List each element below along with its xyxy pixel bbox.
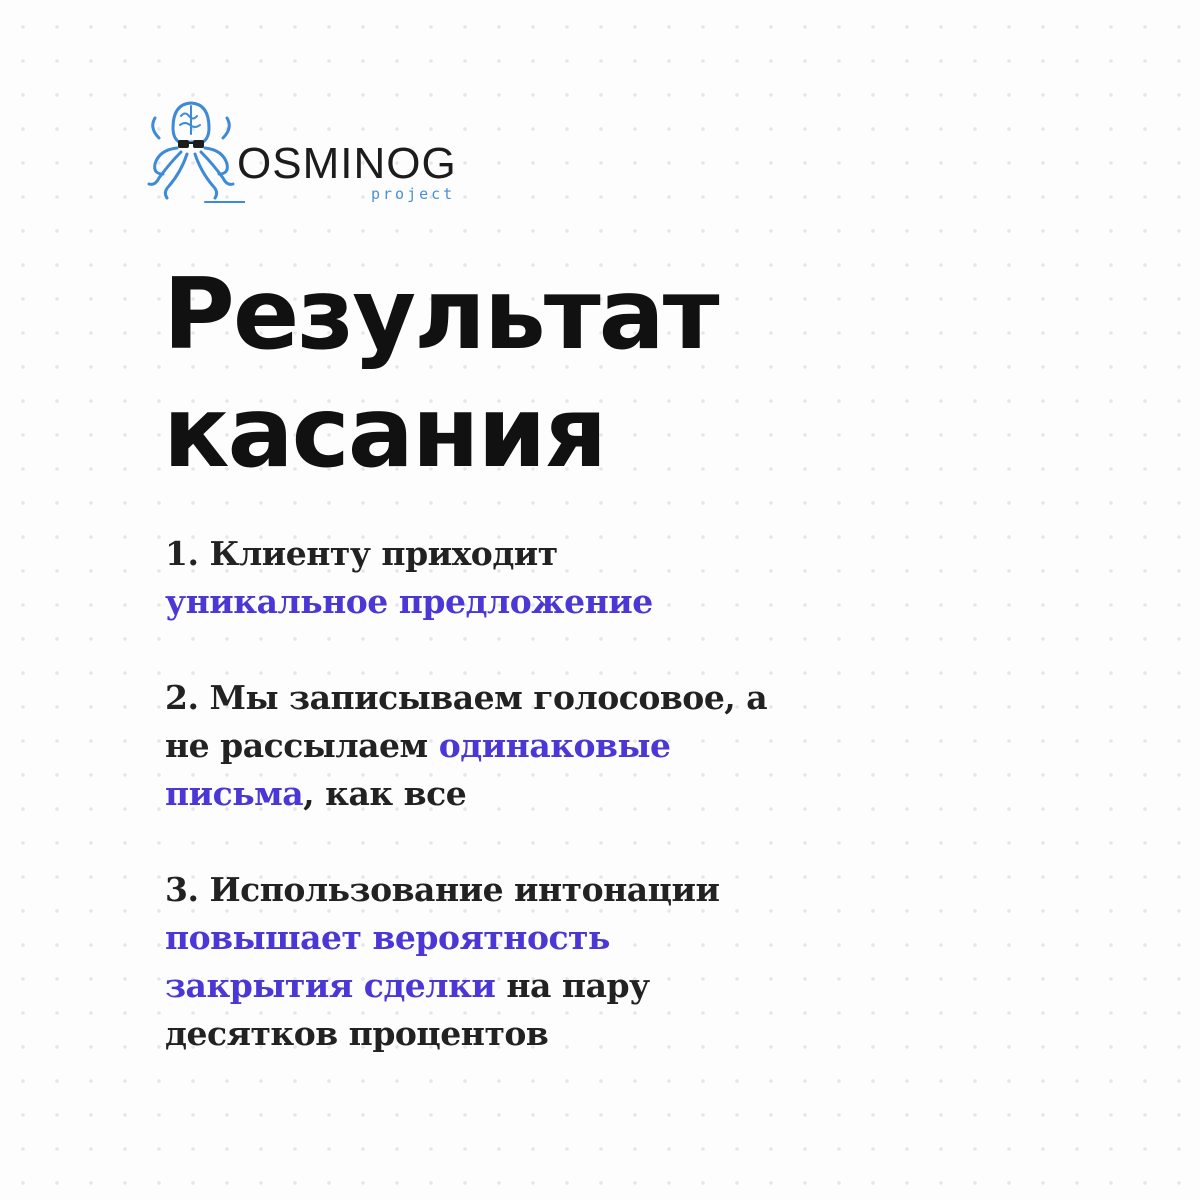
item-text: десятков процентов: [165, 1014, 549, 1053]
brand-logo: [145, 98, 475, 210]
logo-subtitle: project: [371, 185, 456, 203]
item-highlight: одинаковые: [438, 726, 671, 765]
item-highlight: письма: [165, 774, 304, 813]
page-title: [163, 256, 718, 492]
item-text: не рассылаем: [165, 726, 428, 765]
item-text: на пару: [506, 966, 650, 1005]
list-item-1: [165, 530, 805, 626]
item-number: 2.: [165, 678, 199, 717]
title-line-2: касания: [163, 376, 606, 490]
octopus-icon: [145, 98, 245, 210]
title-line-1: Результат: [163, 258, 718, 372]
logo-brand-name: OSMINOG: [237, 139, 457, 188]
item-highlight: закрытия сделки: [165, 966, 496, 1005]
item-highlight: повышает вероятность: [165, 918, 610, 957]
item-number: 1.: [165, 534, 199, 573]
item-number: 3.: [165, 870, 199, 909]
item-text: Мы записываем голосовое, а: [209, 678, 768, 717]
item-highlight: уникальное предложение: [165, 582, 653, 621]
item-text: Использование интонации: [209, 870, 720, 909]
item-text: Клиенту приходит: [209, 534, 558, 573]
list-item-2: [165, 674, 805, 818]
points-list: [165, 530, 805, 1106]
list-item-3: [165, 866, 805, 1058]
item-text: , как все: [303, 774, 467, 813]
